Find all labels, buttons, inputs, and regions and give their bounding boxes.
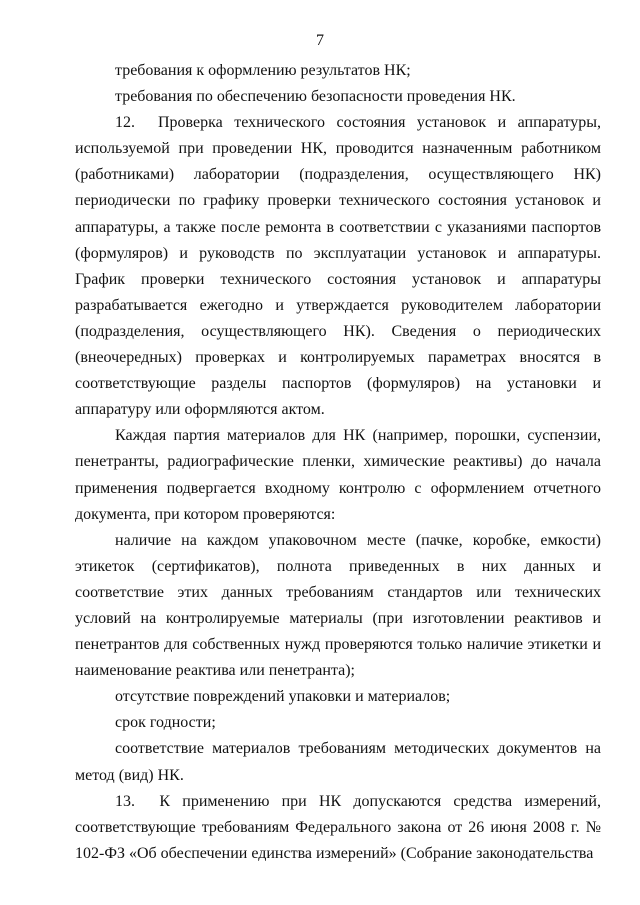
- paragraph-method-compliance: соответствие материалов требованиям методических документов на метод (вид) НК.: [75, 740, 601, 784]
- page-number: 7: [316, 32, 324, 49]
- paragraph-shelf-life: срок годности;: [115, 714, 216, 732]
- paragraph-item-12: 12. Проверка технического состояния установок и аппаратуры, используемой при проведении НК, проводится назначенным работником (работниками) лаборатории (подразделения, осуществляющего НК) периодически по графику проверки технического состояния установок и аппаратуры, а также после ремонта в соответствии с указаниями паспортов (формуляров) и руководств по эксплуатации установок и аппаратуры. График проверки технического состояния установок и аппаратуры разрабатывается ежегодно и утверждается руководителем лаборатории (подразделения, осуществляющего НК). Сведения о периодических (внеочередных) проверках и контролируемых параметрах вносятся в соответствующие разделы паспортов (формуляров) на установки и аппаратуру или оформляются актом.: [75, 114, 601, 419]
- paragraph-requirements-results: требования к оформлению результатов НК;: [115, 62, 411, 79]
- paragraph-labels-check: наличие на каждом упаковочном месте (пачке, коробке, емкости) этикеток (сертификатов), полнота приведенных в них данных и соответствие этих данных требованиям стандартов или технических условий на контролируемые материалы (при изготовлении реактивов и пенетрантов для собственных нужд проверяются только наличие этикетки и наименование реактива или пенетранта);: [75, 531, 601, 680]
- body-text: [75, 58, 601, 867]
- paragraph-packaging-damage: отсутствие повреждений упаковки и материалов;: [115, 688, 451, 706]
- paragraph-materials-input-control: Каждая партия материалов для НК (например, порошки, суспензии, пенетранты, радиографические пленки, химические реактивы) до начала применения подвергается входному контролю с оформлением отчетного документа, при котором проверяются:: [75, 427, 601, 523]
- paragraph-requirements-safety: требования по обеспечению безопасности проведения НК.: [115, 88, 516, 106]
- paragraph-item-13: 13. К применению при НК допускаются средства измерений, соответствующие требованиям Федерального закона от 26 июня 2008 г. № 102-ФЗ «Об обеспечении единства измерений» (Собрание законодательства: [75, 792, 601, 862]
